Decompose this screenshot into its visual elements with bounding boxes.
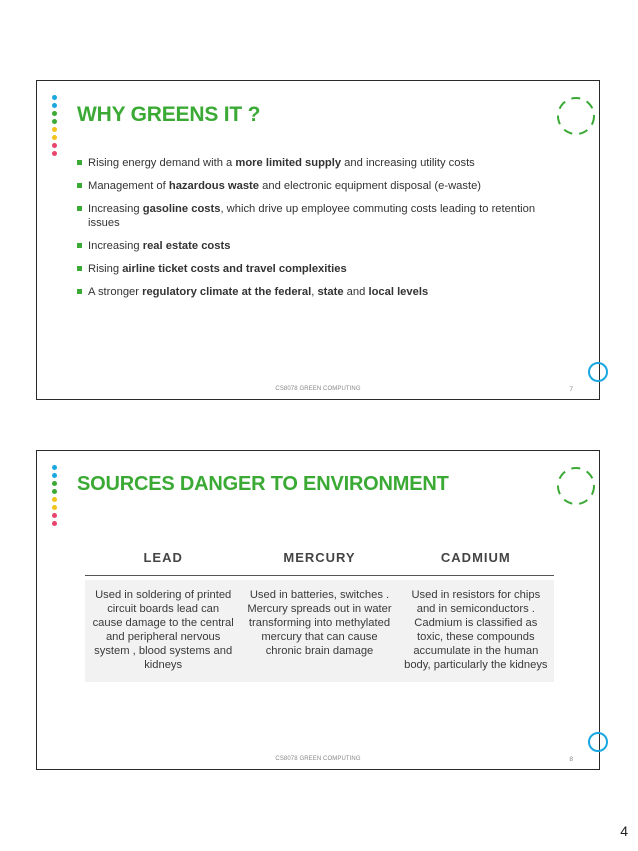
cell-mercury: Used in batteries, switches . Mercury spreads out in water transforming into methylated mercury that can cause chronic brain damage xyxy=(247,589,392,657)
bullet-item: Rising airline ticket costs and travel complexities xyxy=(77,262,567,276)
slide-8 xyxy=(36,450,600,770)
slide-footer: CS8078 GREEN COMPUTING xyxy=(275,386,361,392)
dashed-circle-icon xyxy=(553,93,599,139)
slide-footer: CS8078 GREEN COMPUTING xyxy=(275,756,361,762)
bullet-item: Increasing real estate costs xyxy=(77,239,567,253)
circle-outline-icon xyxy=(587,731,609,753)
column-header-lead: LEAD xyxy=(143,549,183,565)
column-header-cadmium: CADMIUM xyxy=(440,549,511,565)
slide-number: 7 xyxy=(569,386,573,393)
slide-title: WHY GREENS IT ? xyxy=(77,103,261,126)
bullet-list xyxy=(77,156,567,308)
cell-cadmium: Used in resistors for chips and in semiconductors . Cadmium is classified as toxic, these compounds accumulate in the human body, particularly the kidneys xyxy=(404,589,548,671)
table-header-row xyxy=(85,539,554,576)
bullet-item: A stronger regulatory climate at the federal, state and local levels xyxy=(77,285,567,299)
slide-title: SOURCES DANGER TO ENVIRONMENT xyxy=(77,473,449,495)
slide-number: 8 xyxy=(569,756,573,763)
table-body-row xyxy=(85,580,554,682)
bullet-item: Rising energy demand with a more limited supply and increasing utility costs xyxy=(77,156,567,170)
document-page-number: 4 xyxy=(620,823,628,839)
cell-lead: Used in soldering of printed circuit boards lead can cause damage to the central and peripheral nervous system , blood systems and kidneys xyxy=(92,589,234,671)
color-dots-decoration xyxy=(52,465,58,529)
color-dots-decoration xyxy=(52,95,58,159)
bullet-item: Increasing gasoline costs, which drive up employee commuting costs leading to retention issues xyxy=(77,202,567,230)
column-header-mercury: MERCURY xyxy=(283,549,356,565)
hazard-table xyxy=(85,539,554,682)
circle-outline-icon xyxy=(587,361,609,383)
bullet-item: Management of hazardous waste and electronic equipment disposal (e-waste) xyxy=(77,179,567,193)
dashed-circle-icon xyxy=(553,463,599,509)
slide-7 xyxy=(36,80,600,400)
